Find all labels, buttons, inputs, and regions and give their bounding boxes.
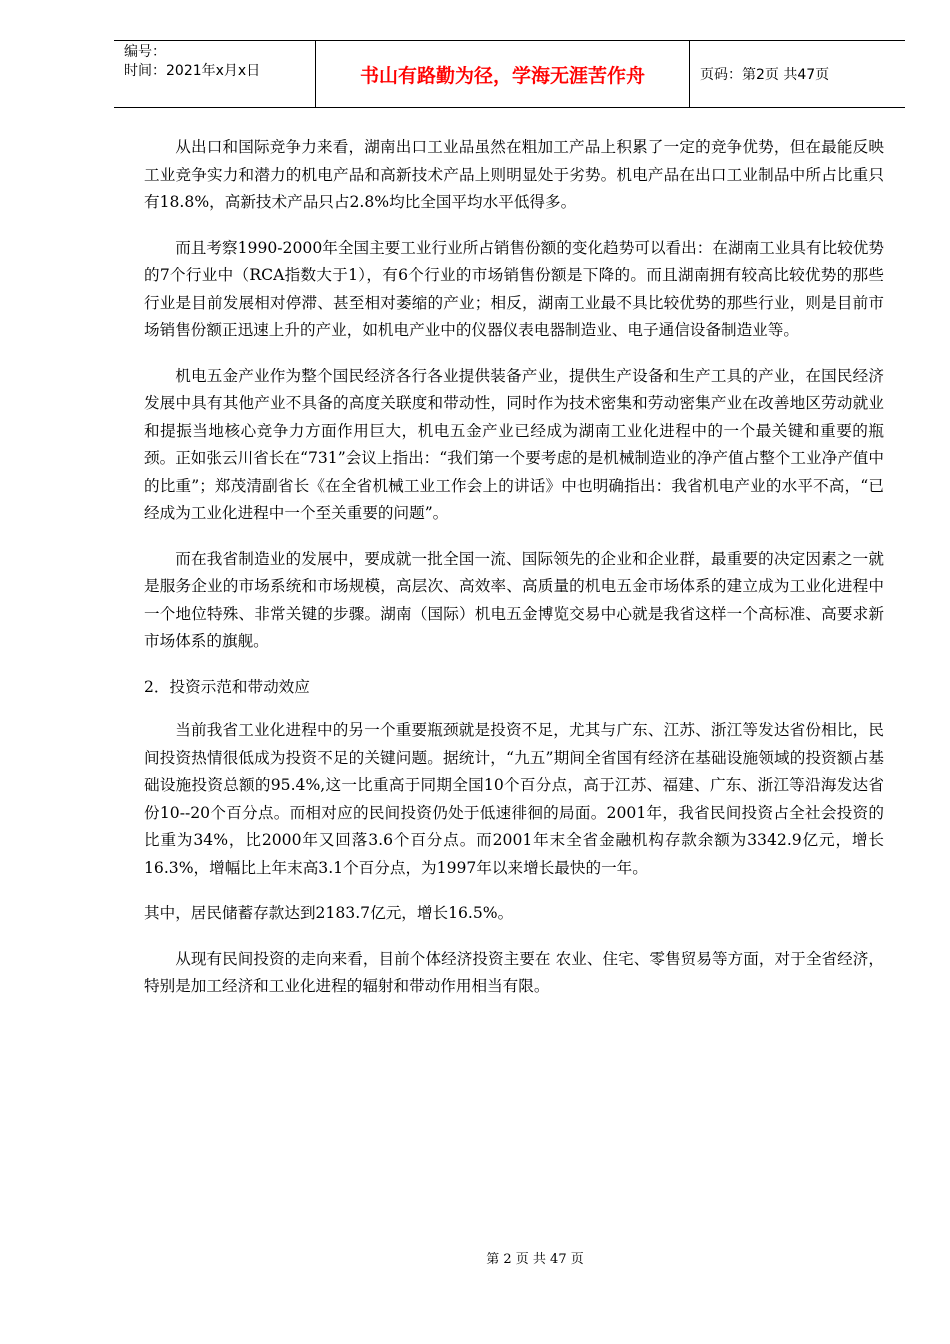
paragraph-investment-shortage: 当前我省工业化进程中的另一个重要瓶颈就是投资不足，尤其与广东、江苏、浙江等发达省份相比，民间投资热情很低成为投资不足的关键问题。据统计，“九五”期间全省国有经济在基础设施领域的投资额占基础设施投资总额的95.4%,这一比重高于同期全国10个百分点，高于江苏、福建、广东、浙江等沿海发达省份10--20个百分点。而相对应的民间投资仍处于低速徘徊的局面。2001年，我省民间投资占全社会投资的比重为34%，比2000年又回落3.6个百分点。而2001年末全省金融机构存款余额为3342.9亿元，增长16.3%，增幅比上年末高3.1个百分点，为1997年以来增长最快的一年。 [144,721,884,877]
page-header [114,40,905,108]
paragraph-savings-deposits: 其中，居民储蓄存款达到2183.7亿元，增长16.5%。 [144,904,514,922]
page-footer: 第 2 页 共 47 页 [486,1252,584,1267]
paragraph-private-investment: 从现有民间投资的走向来看，目前个体经济投资主要在 农业、住宅、零售贸易等方面，对于全省经济，特别是加工经济和工业化进程的辐射和带动作用相当有限。 [144,949,884,995]
paragraph-market-system: 而在我省制造业的发展中，要成就一批全国一流、国际领先的企业和企业群，最重要的决定因素之一就是服务企业的市场系统和市场规模，高层次、高效率、高质量的机电五金市场体系的建立成为工业化进程中一个地位特殊、非常关键的步骤。湖南（国际）机电五金博览交易中心就是我省这样一个高标准、高要求新市场体系的旗舰。 [144,549,884,650]
document-time-label: 时间：2021年x月x日 [124,63,261,79]
document-body [144,134,884,1019]
section-heading-investment: 2．投资示范和带动效应 [144,677,310,696]
paragraph-export-competitiveness: 从出口和国际竞争力来看，湖南出口工业品虽然在粗加工产品上积累了一定的竞争优势，但在最能反映工业竞争实力和潜力的机电产品和高新技术产品上则明显处于劣势。机电产品在出口工业制品中所占比重只有18.8%，高新技术产品只占2.8%均比全国平均水平低得多。 [144,138,884,211]
header-motto: 书山有路勤为径，学海无涯苦作舟 [316,41,690,107]
header-meta [114,41,316,107]
header-page-label: 页码：第2页 共47页 [700,67,830,83]
paragraph-industry-share-trend: 而且考察1990-2000年全国主要工业行业所占销售份额的变化趋势可以看出：在湖南工业具有比较优势的7个行业中（RCA指数大于1），有6个行业的市场销售份额是下降的。而且湖南拥有较高比较优势的那些行业是目前发展相对停滞、甚至相对萎缩的产业；相反，湖南工业最不具比较优势的那些行业，则是目前市场销售份额正迅速上升的产业，如机电产业中的仪器仪表电器制造业、电子通信设备制造业等。 [144,238,884,339]
document-number-label: 编号： [124,44,166,60]
paragraph-mechanical-industry: 机电五金产业作为整个国民经济各行各业提供装备产业，提供生产设备和生产工具的产业，在国民经济发展中具有其他产业不具备的高度关联度和带动性，同时作为技术密集和劳动密集产业在改善地区劳动就业和提振当地核心竞争力方面作用巨大，机电五金产业已经成为湖南工业化进程中的一个最关键和重要的瓶颈。正如张云川省长在“731”会议上指出：“我们第一个要考虑的是机械制造业的净产值占整个工业净产值中的比重”；郑茂清副省长《在全省机械工业工作会上的讲话》中也明确指出：我省机电产业的水平不高，“已经成为工业化进程中一个至关重要的问题”。 [144,366,884,522]
